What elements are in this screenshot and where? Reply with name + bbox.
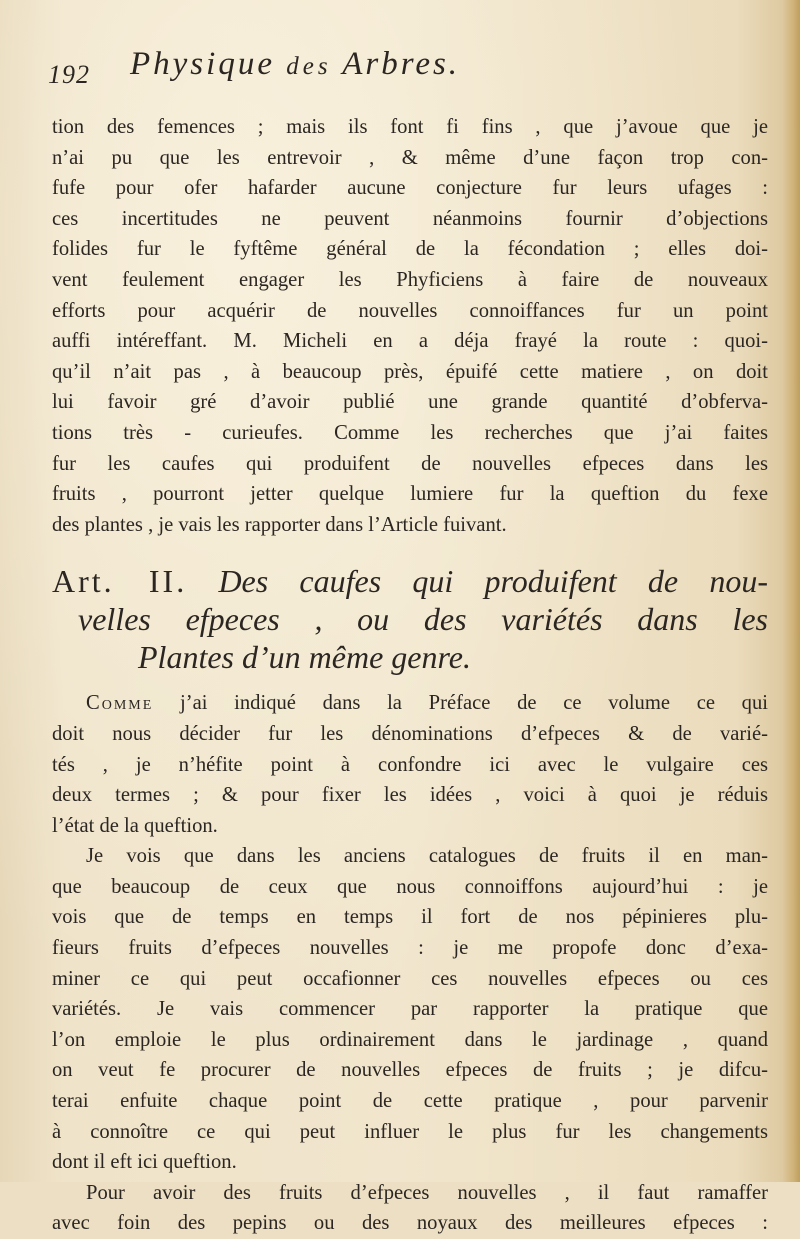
- page-body: [52, 112, 768, 1239]
- text-line: des plantes , je vais les rapporter dans l’Article fuivant.: [52, 513, 507, 536]
- article-title-part-3: Plantes d’un même genre.: [138, 639, 471, 676]
- text-line: fruits , pourront jetter quelque lumiere fur la queftion du fexe: [52, 483, 768, 506]
- text-line: fufe pour ofer hafarder aucune conjecture fur leurs ufages :: [52, 177, 768, 200]
- running-header: [48, 46, 768, 96]
- text-line: n’ai pu que les entrevoir , & même d’une façon trop con-: [52, 146, 768, 169]
- text-line: folides fur le fyftême général de la fécondation ; elles doi-: [52, 238, 768, 261]
- text-line: l’état de la queftion.: [52, 814, 218, 837]
- page-number: 192: [48, 60, 90, 89]
- text-line: tés , je n’héfite point à confondre ici avec le vulgaire ces: [52, 753, 768, 776]
- text-line: miner ce qui peut occafionner ces nouvelles efpeces ou ces: [52, 967, 768, 990]
- text-line: que beaucoup de ceux que nous connoiffons aujourd’hui : je: [52, 875, 768, 898]
- text-line: tions très - curieufes. Comme les recherches que j’ai faites: [52, 421, 768, 444]
- text-line: doit nous décider fur les dénominations d’efpeces & de varié-: [52, 722, 768, 745]
- paragraph-je-vois: [52, 841, 768, 1178]
- text-line: variétés. Je vais commencer par rapporter la pratique que: [52, 998, 768, 1021]
- paragraph-comme: [52, 688, 768, 841]
- text-line: avec foin des pepins ou des noyaux des meilleures efpeces :: [52, 1212, 768, 1235]
- article-heading: [52, 562, 768, 676]
- text-line: on veut fe procurer de nouvelles efpeces de fruits ; je difcu-: [52, 1059, 768, 1082]
- text-line: auffi intéreffant. M. Micheli en a déja frayé la route : quoi-: [52, 330, 768, 353]
- text-line: tion des femences ; mais ils font fi fins , que j’avoue que je: [52, 116, 768, 138]
- text-line: terai enfuite chaque point de cette pratique , pour parvenir: [52, 1090, 768, 1113]
- article-number: Art. II.: [52, 563, 188, 600]
- paragraph-pour-avoir: [52, 1178, 768, 1239]
- text-line: fur les caufes qui produifent de nouvelles efpeces dans les: [52, 452, 768, 475]
- drop-word: Comme: [86, 692, 154, 715]
- article-title-part-2: velles efpeces , ou des variétés dans les: [78, 601, 768, 638]
- text-line: efforts pour acquérir de nouvelles connoiffances fur un point: [52, 299, 768, 322]
- text-line: vent feulement engager les Phyficiens à faire de nouveaux: [52, 268, 768, 291]
- paragraph-continued: [52, 112, 768, 540]
- text-line: vois que de temps en temps il fort de nos pépinieres plu-: [52, 906, 768, 929]
- text-line: à connoître ce qui peut influer le plus fur les changements: [52, 1120, 768, 1143]
- article-heading-line-1: [52, 562, 768, 600]
- running-title-word-2: des: [286, 53, 332, 80]
- text-line: [52, 688, 768, 719]
- text-line: Je vois que dans les anciens catalogues de fruits il en man-: [86, 845, 768, 868]
- text-line: deux termes ; & pour fixer les idées , voici à quoi je réduis: [52, 784, 768, 807]
- text-line-rest: j’ai indiqué dans la Préface de ce volume ce qui: [153, 692, 768, 715]
- text-line: l’on emploie le plus ordinairement dans le jardinage , quand: [52, 1028, 768, 1051]
- text-line: lui favoir gré d’avoir publié une grande quantité d’obferva-: [52, 391, 768, 414]
- article-title-part-1: Des caufes qui produifent de nou-: [218, 563, 769, 600]
- page-edge-shadow: [782, 0, 800, 1182]
- running-title: [130, 46, 460, 83]
- text-line: dont il eft ici queftion.: [52, 1151, 237, 1174]
- text-line: qu’il n’ait pas , à beaucoup près, épuifé cette matiere , on doit: [52, 360, 768, 383]
- running-title-word-1: Physique: [130, 46, 275, 82]
- text-line: fieurs fruits d’efpeces nouvelles : je me propofe donc d’exa-: [52, 937, 768, 960]
- text-line: ces incertitudes ne peuvent néanmoins fournir d’objections: [52, 207, 768, 230]
- running-title-word-3: Arbres.: [342, 46, 461, 82]
- text-line: Pour avoir des fruits d’efpeces nouvelles , il faut ramaffer: [86, 1181, 768, 1204]
